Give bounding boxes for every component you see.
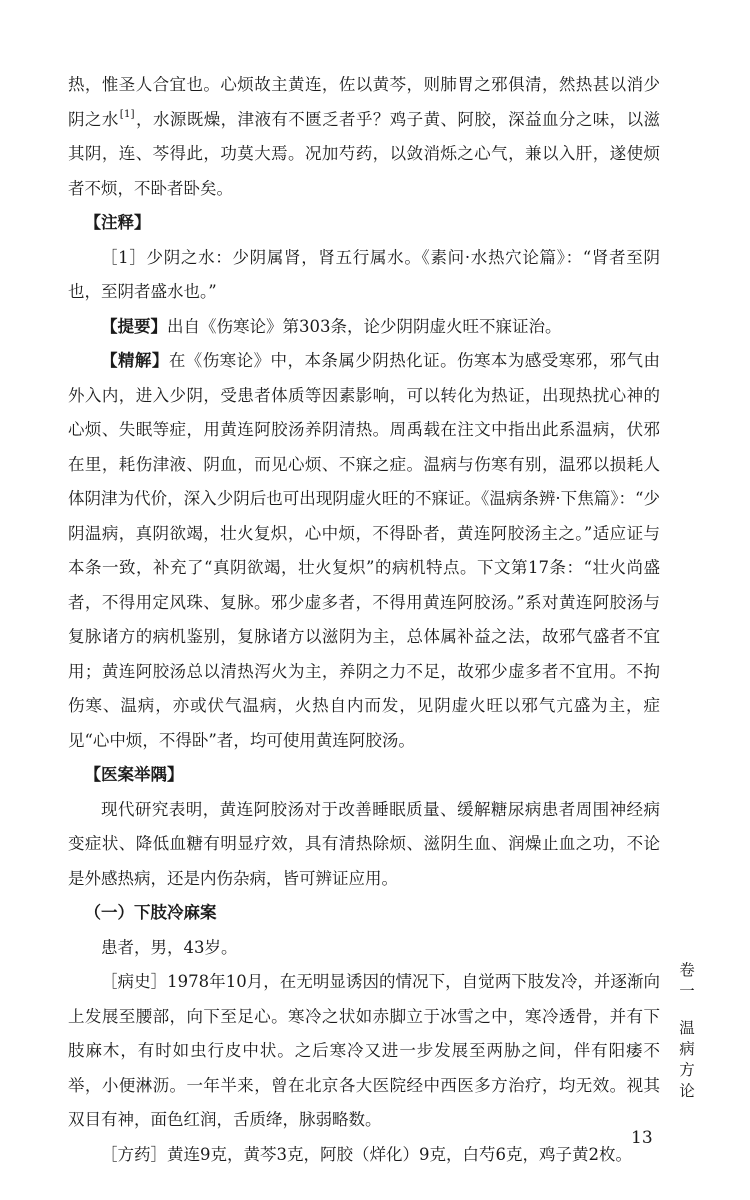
formula-label: ［方药］ bbox=[101, 1144, 167, 1164]
tiyao-label: 【提要】 bbox=[101, 316, 167, 336]
side-title-char: 论 bbox=[679, 1082, 695, 1100]
side-title-char: 卷 bbox=[679, 961, 695, 979]
commentary-text-part2: ，水源既燥，津液有不匮乏者乎？鸡子黄、阿胶，深益血分之味，以滋其阴，连、芩得此，功莫大焉。况加芍药，以敛消烁之心气，兼以入肝，遂使烦者不烦，不卧者卧矣。 bbox=[68, 109, 661, 198]
paragraph-commentary bbox=[68, 68, 660, 206]
annotation-heading: 【注释】 bbox=[84, 213, 151, 232]
case1-patient: 患者，男，43岁。 bbox=[101, 937, 238, 957]
jingjie-text: 在《伤寒论》中，本条属少阴热化证。伤寒本为感受寒邪，邪气由外入内，进入少阴，受患者体质等因素影响，可以转化为热证，出现热扰心神的心烦、失眠等症，用黄连阿胶汤养阴清热。周禹载在注文中指出此系温病，伏邪在里，耗伤津液、阴血，而见心烦、不寐之症。温病与伤寒有别，温邪以损耗人体阴津为代价，深入少阴后也可出现阴虚火旺的不寐证。《温病条辨·下焦篇》：“少阴温病，真阴欲竭，壮火复炽，心中烦，不得卧者，黄连阿胶汤主之。”适应证与本条一致，补充了“真阴欲竭，壮火复炽”的病机特点。下文第17条：“壮火尚盛者，不得用定风珠、复脉。邪少虚多者，不得用黄连阿胶汤。”系对黄连阿胶汤与复脉诸方的病机鉴别，复脉诸方以滋阴为主，总体属补益之法，故邪气盛者不宜用；黄连阿胶汤总以清热泻火为主，养阴之力不足，故邪少虚多者不宜用。不拘伤寒、温病，亦或伏气温病，火热自内而发，见阴虚火旺以邪气亢盛为主，症见“心中烦，不得卧”者，均可使用黄连阿胶汤。 bbox=[68, 351, 660, 750]
cases-intro: 现代研究表明，黄连阿胶汤对于改善睡眠质量、缓解糖尿病患者周围神经病变症状、降低血糖有明显疗效，具有清热除烦、滋阴生血、润燥止血之功，不论是外感热病，还是内伤杂病，皆可辨证应用。 bbox=[68, 799, 660, 888]
tiyao-text: 出自《伤寒论》第303条，论少阴阴虚火旺不寐证治。 bbox=[167, 316, 562, 336]
cases-heading: 【医案举隅】 bbox=[84, 765, 184, 784]
jingjie-label: 【精解】 bbox=[101, 351, 169, 370]
side-title-char: 病 bbox=[679, 1040, 695, 1058]
history-label: ［病史］ bbox=[101, 972, 168, 991]
tiyao-section bbox=[68, 310, 660, 345]
annotation-item-1: ［1］少阴之水：少阴属肾，肾五行属水。《素问·水热穴论篇》：“肾者至阴也，至阴者盛水也。” bbox=[68, 247, 660, 301]
commentary-text-part1: 热，惟圣人合宜也。心烦故主黄连，佐以黄芩，则肺胃之邪俱清，然热甚以消少阴之水 bbox=[68, 75, 660, 129]
page-number: 13 bbox=[631, 1128, 653, 1148]
side-title-char: 一 bbox=[679, 982, 695, 1000]
case1-formula bbox=[68, 1138, 660, 1173]
side-title-gap bbox=[676, 1002, 698, 1018]
running-side-title bbox=[676, 960, 698, 1102]
formula-text: 黄连9克，黄芩3克，阿胶（烊化）9克，白芍6克，鸡子黄2枚。 bbox=[167, 1144, 632, 1164]
side-title-char: 温 bbox=[679, 1019, 695, 1037]
jingjie-section bbox=[68, 344, 660, 758]
history-text: 1978年10月，在无明显诱因的情况下，自觉两下肢发冷，并逐渐向上发展至腰部，向下至足心。寒冷之状如赤脚立于冰雪之中，寒冷透骨，并有下肢麻木，有时如虫行皮中状。之后寒冷又进一步发展至两胁之间，伴有阳痿不举，小便淋沥。一年半来，曾在北京各大医院经中西医多方治疗，均无效。视其双目有神，面色红润，舌质绛，脉弱略数。 bbox=[68, 972, 660, 1129]
footnote-reference: [1] bbox=[119, 108, 135, 121]
case1-history bbox=[68, 965, 660, 1138]
page-body bbox=[68, 68, 660, 1172]
side-title-char: 方 bbox=[679, 1061, 695, 1079]
case1-title: （一）下肢冷麻案 bbox=[84, 903, 217, 922]
